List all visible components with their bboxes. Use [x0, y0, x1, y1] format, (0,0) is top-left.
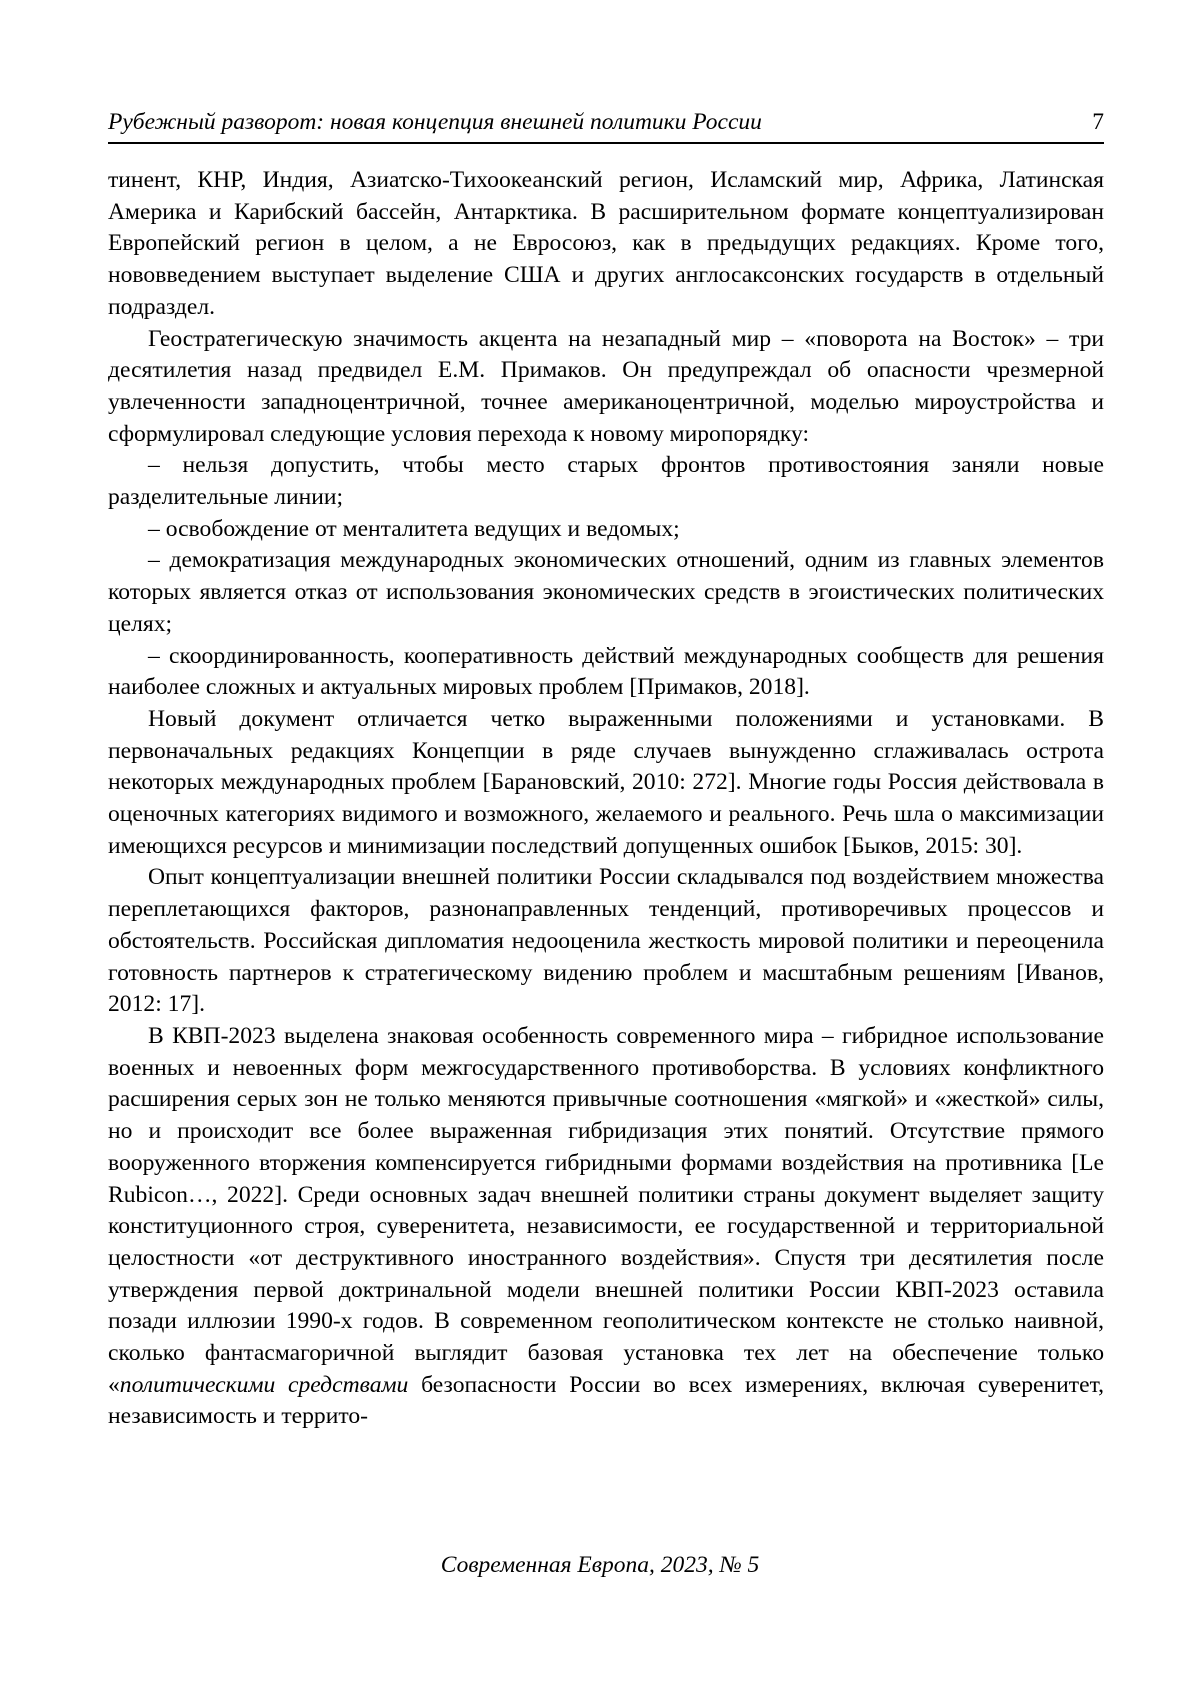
paragraph-continued: тинент, КНР, Индия, Азиатско-Тихоокеанский регион, Исламский мир, Африка, Латинская Америка и Карибский бассейн, Антарктика. В расширительном формате концептуализирован Европейский регион в целом, а не Евросоюз, как в предыдущих редакциях. Кроме того, нововведением выступает выделение США и других англосаксонских государств в отдельный подраздел.: [108, 167, 1104, 320]
paragraph-kvp-2023-start: В КВП-2023 выделена знаковая особенность современного мира – гибридное использование военных и невоенных форм межгосударственного противоборства. В условиях конфликтного расширения серых зон не только меняются привычные соотношения «мягкой» и «жесткой» силы, но и происходит все более выраженная гибридизация этих понятий. Отсутствие прямого вооруженного вторжения компенсируется гибридными формами воздействия на противника [Le Rubicon…, 2022]. Среди основных задач внешней политики страны документ выделяет защиту конституционного строя, суверенитета, независимости, ее государственной и территориальной целостности «от деструктивного иностранного воздействия». Спустя три десятилетия после утверждения первой доктринальной модели внешней политики России КВП-2023 оставила позади иллюзии 1990-х годов. В современном геополитическом контексте не столько наивной, сколько фантасмагоричной выглядит базовая установка тех лет на обеспечение только «: [108, 1022, 1104, 1398]
paragraph-kvp-2023-end: безопасности России во всех измерениях, включая суверенитет, независимость и террито-: [108, 1371, 1104, 1430]
list-item-mentality: – освобождение от менталитета ведущих и ведомых;: [148, 515, 680, 542]
paragraph-kvp-2023: [108, 1021, 1104, 1433]
running-header: [108, 104, 1104, 144]
list-item-coordination: – скоординированность, кооперативность действий международных сообществ для решения наиболее сложных и актуальных мировых проблем [Примаков, 2018].: [108, 642, 1104, 701]
paragraph-conceptualization: Опыт концептуализации внешней политики России складывался под воздействием множества переплетающихся факторов, разнонаправленных тенденций, противоречивых процессов и обстоятельств. Российская дипломатия недооценила жесткость мировой политики и переоценила готовность партнеров к стратегическому видению проблем и масштабным решениям [Иванов, 2012: 17].: [108, 864, 1104, 1018]
list-item-democratization: – демократизация международных экономических отношений, одним из главных элементов которых является отказ от использования экономических средств в эгоистических политических целях;: [108, 547, 1104, 637]
article-body: [108, 165, 1104, 1433]
italic-phrase: политическими средствами: [119, 1371, 409, 1398]
list-item-dividing-lines: – нельзя допустить, чтобы место старых фронтов противостояния заняли новые разделительные линии;: [108, 452, 1104, 511]
paragraph-new-document: Новый документ отличается четко выраженными положениями и установками. В первоначальных редакциях Концепции в ряде случаев вынужденно сглаживалась острота некоторых международных проблем [Барановский, 2010: 272]. Многие годы Россия действовала в оценочных категориях видимого и возможного, желаемого и реального. Речь шла о максимизации имеющихся ресурсов и минимизации последствий допущенных ошибок [Быков, 2015: 30].: [108, 705, 1104, 859]
paragraph-primakov: Геостратегическую значимость акцента на незападный мир – «поворота на Восток» – три десятилетия назад предвидел Е.М. Примаков. Он предупреждал об опасности чрезмерной увлеченности западноцентричной, точнее американоцентричной, моделью мироустройства и сформулировал следующие условия перехода к новому миропорядку:: [108, 325, 1104, 447]
page-number: 7: [1092, 109, 1104, 135]
article-title: Рубежный разворот: новая концепция внешней политики России: [108, 109, 762, 135]
running-footer: Современная Европа, 2023, № 5: [440, 1552, 760, 1578]
